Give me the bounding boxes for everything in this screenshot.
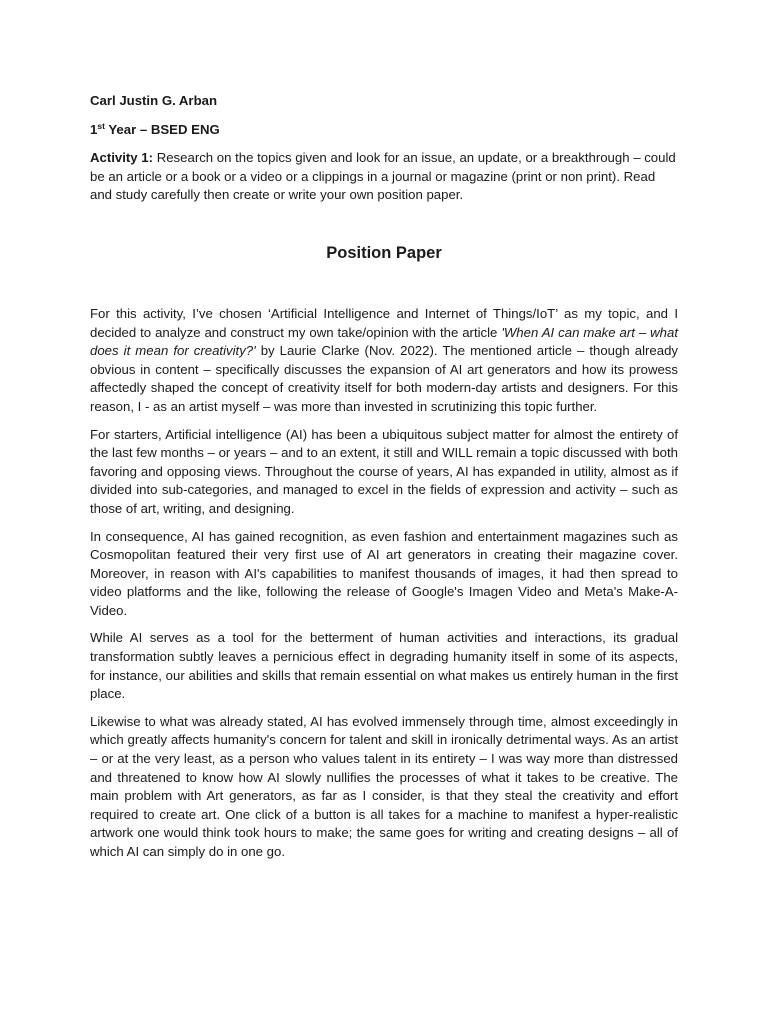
year-course-text: Year – BSED ENG xyxy=(104,121,220,137)
paragraph-2: For starters, Artificial intelligence (AI) has been a ubiquitous subject matter for almost the entirety of the last few months – or years – and to an extent, it still and WILL remain a topic discussed with both favoring and opposing views. Throughout the course of years, AI has expanded in utility, almost as if divided into sub-categories, and managed to excel in the fields of expression and activity – such as those of art, writing, and designing. xyxy=(90,426,678,516)
activity-text: Research on the topics given and look for an issue, an update, or a breakthrough – could be an article or a book or a video or a clippings in a journal or magazine (print or non print). Read and study carefully then create or write your own position paper. xyxy=(90,150,676,203)
activity-instructions xyxy=(90,149,678,205)
paragraph-1 xyxy=(90,305,678,417)
paragraph-5: Likewise to what was already stated, AI has evolved immensely through time, almost exceedingly in which greatly affects humanity's concern for talent and skill in ironically detrimental ways. As an artist – or at the very least, as a person who values talent in its entirety – I was way more than distressed and threatened to know how AI slowly nullifies the processes of what it takes to be creative. The main problem with Art generators, as far as I consider, is that they steal the creativity and effort required to create art. One click of a button is all takes for a machine to manifest a hyper-realistic artwork one would think took hours to make; the same goes for writing and creating designs – all of which AI can simply do in one go. xyxy=(90,713,678,859)
author-name: Carl Justin G. Arban xyxy=(90,93,218,108)
article-title-italic: 'When AI can make art – what does it mean for creativity?' xyxy=(90,324,679,359)
paragraph-1-intro: For this activity, I’ve chosen ‘Artificial Intelligence and Internet of Things/IoT’ as my topic, and I decided to analyze and construct my own take/opinion with the article xyxy=(90,305,678,340)
year-course xyxy=(90,121,678,140)
document-page xyxy=(90,92,678,871)
year-ordinal-suffix: st xyxy=(97,120,105,131)
paper-title: Position Paper xyxy=(326,243,442,262)
paragraph-1-rest: by Laurie Clarke (Nov. 2022). The mentioned article – though already obvious in content – specifically discusses the expansion of AI art generators and how its prowess affectedly shaped the concept of creativity itself for both modern-day artists and designers. For this reason, I - as an artist myself – was more than invested in scrutinizing this topic further. xyxy=(90,343,678,414)
paragraph-4: While AI serves as a tool for the betterment of human activities and interactions, its gradual transformation subtly leaves a pernicious effect in degrading humanity itself in some of its aspects, for instance, our abilities and skills that remain essential on what makes us entirely human in the first place. xyxy=(90,630,678,702)
year-number: 1 xyxy=(90,121,98,137)
paragraph-3: In consequence, AI has gained recognition, as even fashion and entertainment magazines such as Cosmopolitan featured their very first use of AI art generators in creating their magazine cover. Moreover, in reason with AI's capabilities to manifest thousands of images, it had then spread to video platforms and the like, following the release of Google's Imagen Video and Meta's Make-A-Video. xyxy=(90,528,678,618)
activity-label: Activity 1: xyxy=(90,150,154,166)
